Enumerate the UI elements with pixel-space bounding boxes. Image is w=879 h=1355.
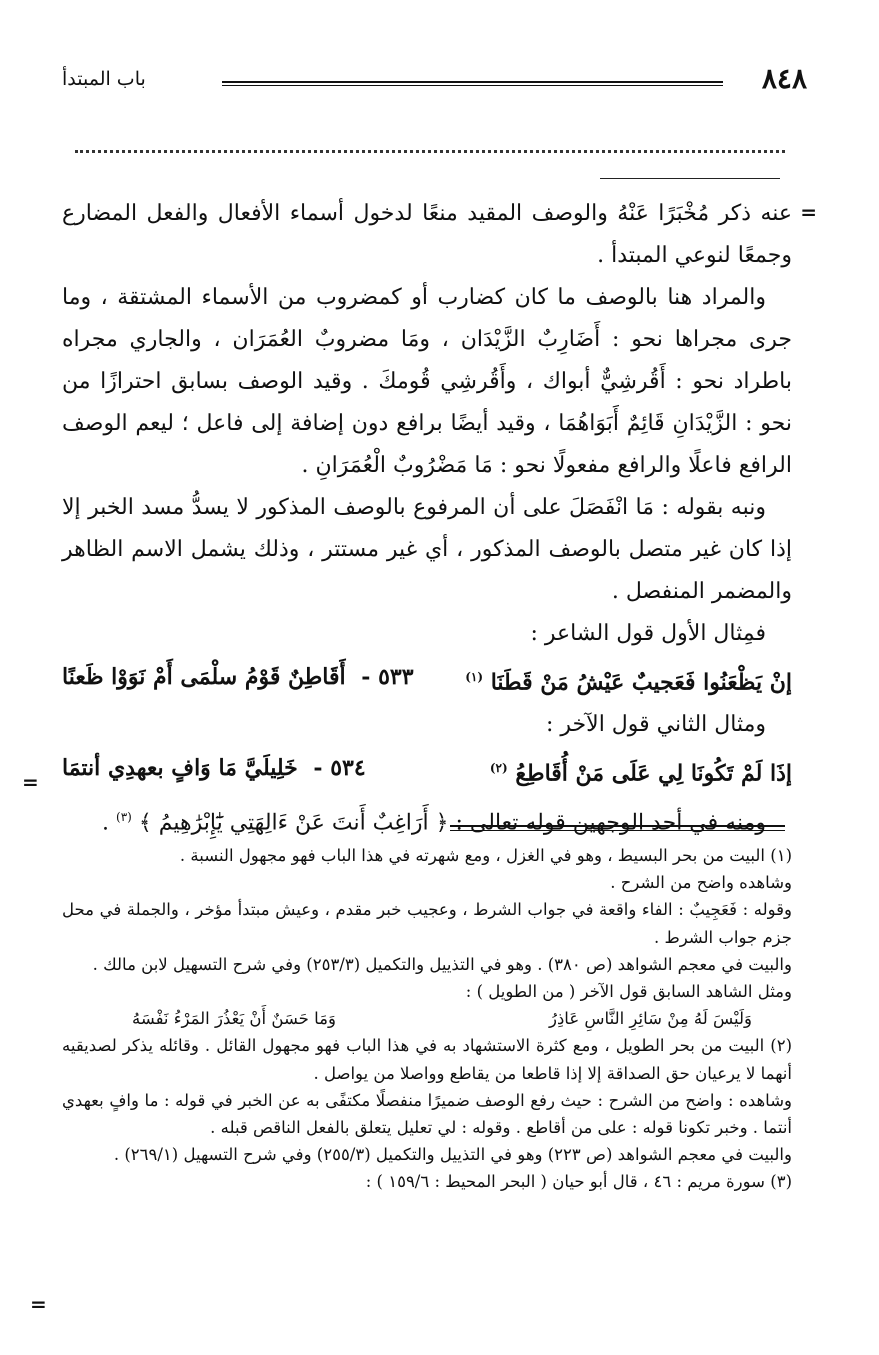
footnote-ref-1[interactable]: (١) bbox=[465, 670, 484, 684]
footnote-1-line-d: والبيت في معجم الشواهد (ص ٣٨٠) . وهو في التذييل والتكميل (٢٥٣/٣) وفي شرح التسهيل لابن مالك . bbox=[92, 954, 792, 974]
footnote-rule-thin bbox=[450, 830, 785, 831]
footnote-ref-3[interactable]: (٣) bbox=[116, 809, 132, 824]
footnote-verse-hemistich-2: وَلَيْسَ لَهُ مِنْ سَائِرِ النَّاسِ عَاذِرُ bbox=[548, 1009, 752, 1029]
paragraph-5: ومثال الثاني قول الآخر : bbox=[546, 712, 766, 738]
continuation-mark-footnote: = bbox=[30, 1292, 47, 1316]
footnote-rule bbox=[450, 825, 785, 827]
verse-hemistich-2: إذَا لَمْ تَكُونَا لِي عَلَى مَنْ أُقَاطِعُ bbox=[515, 760, 792, 787]
verse-hemistich-1: أَقَاطِنٌ قَوْمُ سلْمَى أَمْ نَوَوْا ظَعنًا bbox=[62, 664, 346, 690]
page-number: ٨٤٨ bbox=[761, 62, 807, 95]
footnote-2-line-b: وشاهده : واضح من الشرح : حيث رفع الوصف ضميرًا منفصلًا مكتفًى به عن الخبر في قوله : ما وافٍ بعهدي أنتما . وخبر تكونا قوله : على من أقاطع . وقوله : لي تعليل يتعلق بالفعل الناقص قبله . bbox=[62, 1090, 792, 1138]
footnote-1-line-a: (١) البيت من بحر البسيط ، وهو في الغزل ، ومع شهرته في هذا الباب فهو مجهول النسبة . bbox=[179, 846, 792, 865]
paragraph-6 bbox=[62, 796, 792, 844]
paragraph-4: فمِثال الأول قول الشاعر : bbox=[530, 621, 766, 646]
paragraph-1: عنه ذكر مُخْبَرًا عَنْهُ والوصف المقيد منعًا لدخول أسماء الأفعال والفعل المضارع وجمعًا لنوعي المبتدأ . bbox=[62, 201, 792, 268]
verse-number: ٥٣٤ - bbox=[313, 755, 366, 782]
footnote-2-line-c: والبيت في معجم الشواهد (ص ٢٢٣) وهو في التذييل والتكميل (٢٥٥/٣) وفي شرح التسهيل (٢٦٩/١) . bbox=[113, 1145, 792, 1165]
footnote-1-line-b: وشاهده واضح من الشرح . bbox=[610, 873, 792, 893]
continuation-rule bbox=[600, 178, 780, 179]
chapter-title: باب المبتدأ bbox=[62, 68, 146, 90]
verse-534 bbox=[62, 746, 792, 795]
footnote-2-line-a: (٢) البيت من بحر الطويل ، ومع كثرة الاستشهاد به في هذا الباب فهو مجهول القائل . وقائله يذكر لصديقيه أنهما لا يرعيان حق الصداقة إلا إذا قاطعا من يقاطع وواصلا من يواصل . bbox=[62, 1036, 792, 1083]
footnote-1-verse bbox=[62, 1005, 792, 1032]
footnote-ref-2[interactable]: (٢) bbox=[489, 761, 508, 776]
verse-533 bbox=[62, 655, 792, 704]
verse-number: ٥٣٣ - bbox=[361, 664, 414, 690]
continuation-mark-top: = bbox=[800, 200, 817, 224]
main-text bbox=[62, 193, 792, 844]
paragraph-6-end: . bbox=[102, 809, 110, 835]
header-rule bbox=[222, 81, 723, 86]
quran-quote: ومنه في أحد الوجهين قوله تعالى : ﴿ أَرَاغِبٌ أَنتَ عَنْ ءَالِهَتِي يَٰٓإِبْرَٰهِيمُ ﴾ bbox=[138, 809, 766, 835]
footnote-1-line-e: ومثل الشاهد السابق قول الآخر ( من الطويل ) : bbox=[465, 982, 792, 1002]
paragraph-3: ونبه بقوله : مَا انْفَصَلَ على أن المرفوع بالوصف المذكور لا يسدُّ مسد الخبر إلا إذا كان غير متصل بالوصف المذكور ، أي غير مستتر ، وذلك يشمل الاسم الظاهر والمضمر المنفصل . bbox=[62, 495, 792, 604]
continuation-mark-verse: = bbox=[22, 770, 39, 794]
verse-hemistich-1: خَلِيلَيَّ مَا وَافٍ بعهدِي أنتمَا bbox=[62, 755, 298, 782]
footnote-verse-hemistich-1: وَمَا حَسَنٌ أَنْ يَعْذُرَ المَرْءُ نَفْسَهُ bbox=[132, 1009, 336, 1029]
page-header bbox=[62, 62, 807, 102]
footnotes bbox=[62, 842, 792, 1196]
footnote-3: (٣) سورة مريم : ٤٦ ، قال أبو حيان ( البحر المحيط : ١٥٩/٦ ) : bbox=[365, 1172, 792, 1192]
verse-hemistich-2: إنْ يَظْعَنُوا فَعَجيبٌ عَيْشُ مَنْ قَطَنَا bbox=[490, 669, 792, 696]
paragraph-2: والمراد هنا بالوصف ما كان كضارب أو كمضروب من الأسماء المشتقة ، وما جرى مجراها نحو : أَضَارِبٌ الزَّيْدَان ، ومَا مضروبٌ العُمَرَان ، والجاري مجراه باطراد نحو : أَقُرشِيٌّ أبواك ، وأَقُرشِي قُومكَ . وقيد الوصف بسابق احترازًا من نحو : الزَّيْدَانِ قَائِمٌ أَبَوَاهُمَا ، وقيد أيضًا برافع دون إضافة إلى فاعل ؛ ليعم الوصف الرافع فاعلًا والرافع مفعولًا نحو : مَا مَضْرُوبٌ الْعُمَرَانِ . bbox=[62, 285, 792, 478]
footnote-1-line-c: وقوله : فَعَجِيبٌ : الفاء واقعة في جواب الشرط ، وعجيب خبر مقدم ، وعيش مبتدأ مؤخر ، والجملة في محل جزم جواب الشرط . bbox=[62, 900, 792, 947]
dotted-separator bbox=[75, 140, 785, 153]
